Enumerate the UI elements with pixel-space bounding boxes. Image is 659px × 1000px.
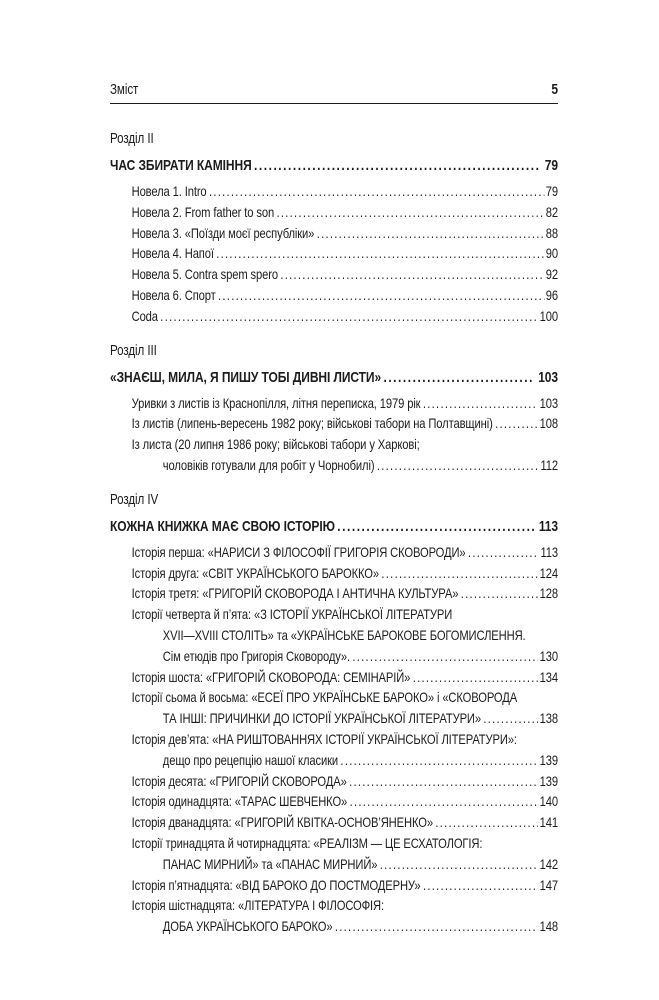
dot-leader <box>335 916 538 937</box>
dot-leader <box>216 243 544 264</box>
dot-leader <box>160 306 538 327</box>
toc-section <box>110 129 558 327</box>
entry-title: Історія шістнадцята: «ЛІТЕРАТУРА І ФІЛОСОФІЯ: <box>131 897 384 914</box>
entry-title: Новела 6. Спорт <box>131 286 216 303</box>
part-label: Розділ III <box>110 342 157 359</box>
entry-title: Історія шоста: «ГРИГОРІЙ СКОВОРОДА: СЕМІНАРІЙ» <box>131 668 411 685</box>
chapter-row <box>110 516 558 538</box>
entry-title: Історії четверта й п’ята: «З ІСТОРІЇ УКРАЇНСЬКОЇ ЛІТЕРАТУРИ <box>131 606 453 623</box>
entry-title: Історія третя: «ГРИГОРІЙ СКОВОРОДА І АНТИЧНА КУЛЬТУРА» <box>131 585 459 602</box>
toc-entry-row <box>110 875 558 896</box>
entry-page-number: 90 <box>545 245 558 262</box>
chapter-page-number: 113 <box>538 517 558 535</box>
entry-page-number: 134 <box>539 668 558 685</box>
toc-entry-row <box>110 285 558 306</box>
dot-leader <box>495 413 538 434</box>
entry-page-number: 79 <box>545 183 558 199</box>
dot-leader <box>468 542 539 563</box>
entry-title: Історія дванадцята: «ГРИГОРІЙ КВІТКА-ОСНОВ’ЯНЕНКО» <box>131 814 433 831</box>
dot-leader <box>435 812 538 833</box>
toc-section <box>110 341 558 476</box>
toc-entry-row <box>110 833 558 854</box>
dot-leader <box>413 667 538 688</box>
entry-page-number: 82 <box>545 203 558 220</box>
dot-leader <box>380 854 538 875</box>
chapter-row <box>110 155 558 177</box>
entry-page-number: 124 <box>539 564 558 581</box>
toc-entry-row <box>110 708 558 729</box>
entry-title: Історії сьома й восьма: «ЕСЕЇ ПРО УКРАЇНСЬКЕ БАРОКО» і «СКОВОРОДА <box>131 689 518 706</box>
toc-section <box>110 490 558 937</box>
part-label: Розділ II <box>110 131 154 147</box>
content-column <box>110 80 558 937</box>
entry-page-number: 147 <box>539 876 558 893</box>
entry-title: Історія одинадцята: «ТАРАС ШЕВЧЕНКО» <box>131 793 348 810</box>
chapter-title: «ЗНАЄШ, МИЛА, Я ПИШУ ТОБІ ДИВНІ ЛИСТИ» <box>110 368 382 386</box>
entry-title: Новела 2. From father to son <box>131 203 275 220</box>
dot-leader <box>276 202 544 223</box>
page-number: 5 <box>551 81 558 98</box>
entry-page-number: 139 <box>539 772 558 789</box>
dot-leader <box>218 285 544 306</box>
entry-page-number: 103 <box>539 394 558 411</box>
toc-entry-row <box>110 434 558 455</box>
entry-page-number: 140 <box>539 793 558 810</box>
entry-title: Історія друга: «СВІТ УКРАЇНСЬКОГО БАРОККО» <box>131 564 379 581</box>
entry-title: Coda <box>131 307 158 324</box>
toc-entry-row <box>110 729 558 750</box>
entry-page-number: 138 <box>539 710 558 727</box>
toc-entry-row <box>110 791 558 812</box>
page-header-title: Зміст <box>110 82 139 98</box>
entry-title: XVII—XVIII СТОЛІТЬ» та «УКРАЇНСЬКЕ БАРОКОВЕ БОГОМИСЛЕННЯ. <box>162 626 526 643</box>
toc-entry-row <box>110 916 558 937</box>
toc-entry-row <box>110 393 558 414</box>
entry-title: Історія дев’ята: «НА РИШТОВАННЯХ ІСТОРІЇ УКРАЇНСЬКОЇ ЛІТЕРАТУРИ»: <box>131 730 517 747</box>
entry-title: дещо про рецепцію нашої класики <box>162 751 339 768</box>
entry-page-number: 148 <box>539 918 558 935</box>
chapter-title: ЧАС ЗБИРАТИ КАМІННЯ <box>110 157 252 174</box>
dot-leader <box>483 708 538 729</box>
toc-entry-row <box>110 455 558 476</box>
running-head <box>110 80 558 104</box>
entry-page-number: 128 <box>539 585 558 602</box>
toc-entry-row <box>110 264 558 285</box>
entry-title: Новела 3. «Поїзди моєї республіки» <box>131 224 315 241</box>
entry-page-number: 142 <box>539 855 558 872</box>
entry-page-number: 88 <box>545 224 558 241</box>
chapter-page-number: 103 <box>538 368 558 386</box>
entry-page-number: 130 <box>539 647 558 664</box>
entry-title: ПАНАС МИРНИЙ» та «ПАНАС МИРНИЙ» <box>162 855 378 872</box>
toc-entry-row <box>110 646 558 667</box>
dot-leader <box>423 393 538 414</box>
dot-leader <box>337 516 534 538</box>
toc-entry-row <box>110 625 558 646</box>
toc-entry-row <box>110 563 558 584</box>
chapter-row <box>110 367 558 389</box>
entry-title: Сім етюдів про Григорія Сковороду». <box>162 647 350 664</box>
toc-entry-row <box>110 243 558 264</box>
entry-title: чоловіків готували для робіт у Чорнобилі) <box>162 456 375 473</box>
entry-title: Історія десята: «ГРИГОРІЙ СКОВОРОДА» <box>131 772 347 789</box>
dot-leader <box>340 750 538 771</box>
toc-entry-row <box>110 202 558 223</box>
dot-leader <box>352 646 538 667</box>
entry-page-number: 139 <box>539 751 558 768</box>
entry-title: Історія перша: «НАРИСИ З ФІЛОСОФІЇ ГРИГОРІЯ СКОВОРОДИ» <box>131 543 466 560</box>
toc-entry-row <box>110 583 558 604</box>
toc-entry-row <box>110 667 558 688</box>
entry-title: Із листів (липень-вересень 1982 року; військові табори на Полтавщині) <box>131 415 493 432</box>
entry-page-number: 100 <box>539 307 558 324</box>
dot-leader <box>349 771 538 792</box>
dot-leader <box>254 155 540 177</box>
dot-leader <box>280 264 544 285</box>
dot-leader <box>461 583 538 604</box>
chapter-page-number: 79 <box>544 157 558 174</box>
entry-page-number: 112 <box>540 456 558 473</box>
dot-leader <box>209 181 544 202</box>
toc-entry-row <box>110 812 558 833</box>
entry-title: Новела 4. Напої <box>131 245 214 262</box>
entry-title: Історії тринадцята й чотирнадцята: «РЕАЛІЗМ — ЦЕ ЕСХАТОЛОГІЯ: <box>131 834 483 851</box>
entry-page-number: 141 <box>539 814 558 831</box>
toc-entry-row <box>110 750 558 771</box>
toc-entry-row <box>110 895 558 916</box>
toc-entry-row <box>110 687 558 708</box>
entry-page-number: 92 <box>545 266 558 283</box>
entry-title: Новела 1. Intro <box>131 183 207 199</box>
dot-leader <box>377 455 539 476</box>
dot-leader <box>383 367 533 389</box>
entry-title: Новела 5. Contra spem spero <box>131 266 278 283</box>
toc-entry-row <box>110 542 558 563</box>
toc-entry-row <box>110 413 558 434</box>
entry-title: Із листа (20 липня 1986 року; військові табори у Харкові; <box>131 436 420 453</box>
entry-page-number: 113 <box>540 543 558 560</box>
entry-title: Уривки з листів із Краснопілля, літня переписка, 1979 рік <box>131 394 421 411</box>
toc-entry-row <box>110 306 558 327</box>
entry-title: ДОБА УКРАЇНСЬКОГО БАРОКО» <box>162 918 333 935</box>
dot-leader <box>350 791 539 812</box>
toc-entry-row <box>110 223 558 244</box>
toc-entry-row <box>110 181 558 202</box>
toc <box>110 104 558 937</box>
dot-leader <box>381 563 538 584</box>
entry-title: ТА ІНШІ: ПРИЧИНКИ ДО ІСТОРІЇ УКРАЇНСЬКОЇ ЛІТЕРАТУРИ» <box>162 710 481 727</box>
dot-leader <box>317 223 544 244</box>
toc-entry-row <box>110 604 558 625</box>
part-label: Розділ IV <box>110 491 159 508</box>
entry-title: Історія п’ятнадцята: «ВІД БАРОКО ДО ПОСТМОДЕРНУ» <box>131 876 421 893</box>
toc-entry-row <box>110 854 558 875</box>
entry-page-number: 96 <box>545 286 558 303</box>
entry-page-number: 108 <box>539 415 558 432</box>
dot-leader <box>423 875 538 896</box>
chapter-title: КОЖНА КНИЖКА МАЄ СВОЮ ІСТОРІЮ <box>110 517 335 535</box>
toc-entry-row <box>110 771 558 792</box>
